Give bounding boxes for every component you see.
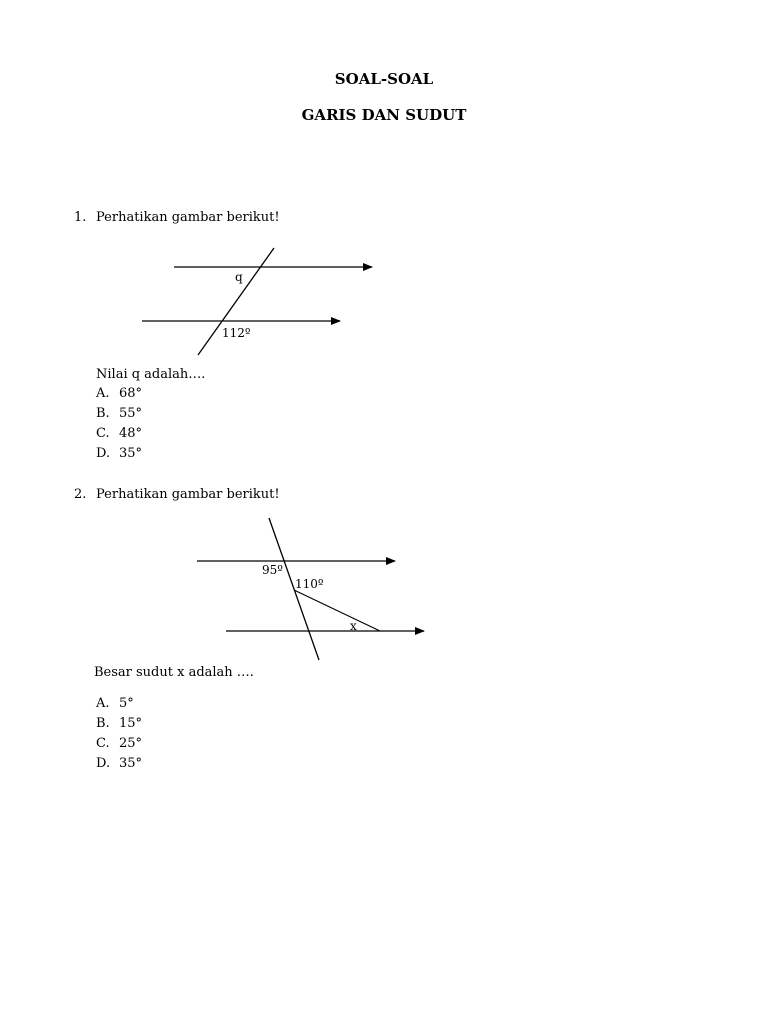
option-2b[interactable]: B. 15° [96,716,143,731]
question-2-text: Besar sudut x adalah …. [94,665,254,680]
option-2a[interactable]: A. 5° [96,696,134,711]
option-1a[interactable]: A. 68° [96,386,143,401]
figure-1 [142,248,372,355]
question-2-prompt: Perhatikan gambar berikut! [96,487,280,502]
question-1-number: 1. [74,210,87,225]
angle-label-q: q [235,270,243,284]
option-2d[interactable]: D. 35° [96,756,143,771]
page-subtitle: GARIS DAN SUDUT [301,106,467,124]
question-2-number: 2. [74,487,87,502]
question-1-text: Nilai q adalah…. [96,367,206,382]
option-2c[interactable]: C. 25° [96,736,143,751]
page-title: SOAL-SOAL [334,70,434,88]
option-1c[interactable]: C. 48° [96,426,143,441]
question-1-prompt: Perhatikan gambar berikut! [96,210,280,225]
angle-label-95: 95º [262,563,283,577]
option-1d[interactable]: D. 35° [96,446,143,461]
option-1b[interactable]: B. 55° [96,406,143,421]
angle-label-x: x [350,619,357,633]
angle-label-110: 110º [295,577,324,591]
angle-label-112: 112º [222,326,251,340]
figure-2 [197,518,424,660]
